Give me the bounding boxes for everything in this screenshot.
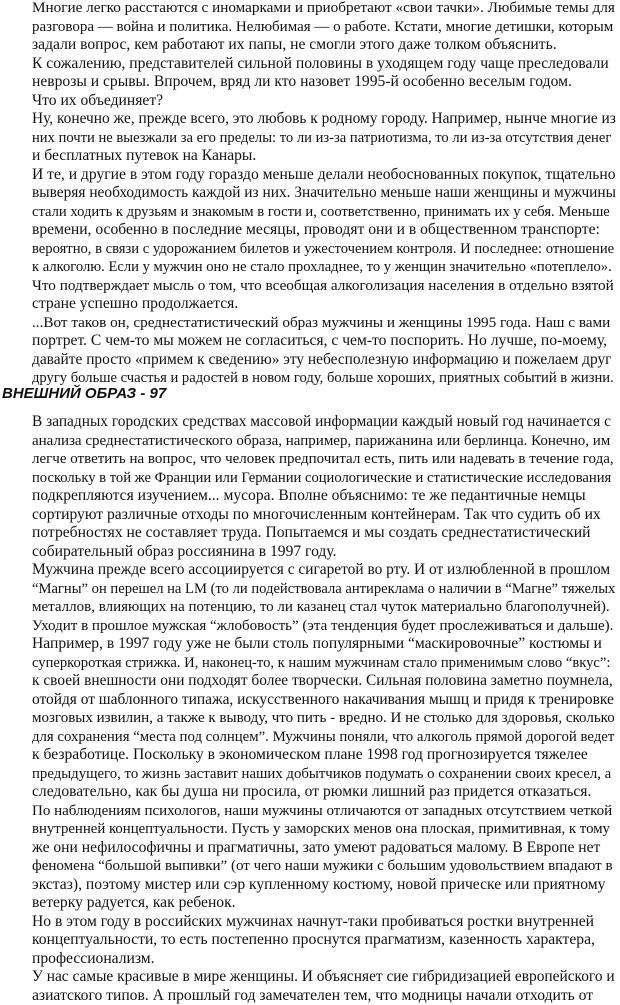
text-line: внутренней концептуальности. Пусть у заморских менов она плоская, примитивная, к тому	[32, 820, 616, 839]
text-line: суперкороткая стрижка. И, наконец-то, к нашим мужчинам стало применимым слово “вкус”:	[32, 654, 616, 673]
text-line: У нас самые красивые в мире женщины. И объясняет сие гибридизацией европейского и	[32, 968, 616, 987]
text-line: выверяя необходимость каждой из них. Значительно меньше наши женщины и мужчины	[32, 184, 616, 203]
text-line: азиатского типов. А прошлый год замечателен тем, что модницы начали отходить от	[32, 987, 616, 1005]
text-line: следовательно, как бы душа ни просила, от рюмки лишний раз придется отказаться.	[32, 783, 616, 802]
text-line: “Магны” он перешел на LM (то ли подействовала антиреклама о наличии в “Магне” тяжелых	[32, 580, 616, 599]
text-line: собирательный образ россиянина в 1997 году.	[32, 543, 616, 562]
text-line: экстаз), поэтому мистер или сэр купленному костюму, новой прическе или приятному	[32, 876, 616, 895]
text-line: отойдя от шаблонного типажа, искусственного накачивания мышц и придя к тренировке	[32, 691, 616, 710]
text-line: стране успешно продолжается.	[32, 295, 616, 314]
text-line: предыдущего, то жизнь заставит наших добытчиков подумать о сохранении своих кресел, а	[32, 765, 616, 784]
text-line: и бесплатных путевок на Канары.	[32, 147, 616, 166]
text-line: ...Вот таков он, среднестатистический образ мужчины и женщины 1995 года. Наш с вами	[32, 314, 616, 333]
text-block-1995	[32, 0, 616, 388]
text-line: разговора — война и политика. Нелюбимая — о работе. Кстати, многие детишки, которым	[32, 18, 616, 37]
text-line: для сохранения “места под солнцем”. Мужчины поняли, что алкоголь прямой дорогой ведет	[32, 728, 616, 747]
text-line: И те, и другие в этом году гораздо меньше делали необоснованных покупок, тщательно	[32, 166, 616, 185]
text-line: стали ходить к друзьям и знакомым в гости и, соответственно, принимать их у себя. Меньше	[32, 203, 616, 222]
text-line: неврозы и срывы. Впрочем, вряд ли кто назовет 1995-й особенно веселым годом.	[32, 73, 616, 92]
text-line: металлов, влияющих на потенцию, то ли казанец стал чуток материально благополучней).	[32, 598, 616, 617]
text-line: времени, особенно в последние месяцы, проводят они и в общественном транспорте:	[32, 221, 616, 240]
text-line: поскольку в той же Франции или Германии социологические и статистические исследования	[32, 469, 616, 488]
text-line: потребностях не составляет труда. Попытаемся и мы создать среднестатистический	[32, 524, 616, 543]
text-line: феномена “большой выпивки” (от чего наши мужики с большим удовольствием впадают в	[32, 857, 616, 876]
text-line: По наблюдениям психологов, наши мужчины отличаются от западных отсутствием четкой	[32, 802, 616, 821]
text-line: анализа среднестатистического образа, например, парижанина или берлинца. Конечно, им	[32, 432, 616, 451]
text-line: давайте просто «примем к сведению» эту небесполезную информацию и пожелаем друг	[32, 351, 616, 370]
text-line: мозговых извилин, а также к выводу, что пить - вредно. И не столько для здоровья, сколько	[32, 709, 616, 728]
text-line: Уходит в прошлое мужская “жлобовость” (эта тенденция будет прослеживаться и дальше).	[32, 617, 616, 636]
text-line: портрет. С чем-то мы можем не согласиться, с чем-то поспорить. Но лучше, по-моему,	[32, 332, 616, 351]
text-line: задали вопрос, кем работают их папы, не смогли этого даже толком объяснить.	[32, 36, 616, 55]
text-line: к безработице. Поскольку в экономическом плане 1998 год прогнозируется тяжелее	[32, 746, 616, 765]
text-line: концептуальности, то есть постепенно проснутся прагматизм, казенность характера,	[32, 931, 616, 950]
text-line: Что подтверждает мысль о том, что всеобщая алкоголизация населения в отдельно взятой	[32, 277, 616, 296]
section-heading: ВНЕШНИЙ ОБРАЗ - 97	[2, 385, 166, 403]
text-line: Но в этом году в российских мужчинах начнут-таки пробиваться ростки внутренней	[32, 913, 616, 932]
text-line: подкрепляются изучением... мусора. Вполне объяснимо: те же педантичные немцы	[32, 487, 616, 506]
text-line: Например, в 1997 году уже не были столь популярными “маскировочные” костюмы и	[32, 635, 616, 654]
text-line: к алкоголю. Если у мужчин оно не стало прохладнее, то у женщин значительно «потеплело».	[32, 258, 616, 277]
text-line: В западных городских средствах массовой информации каждый новый год начинается с	[32, 413, 616, 432]
text-line: вероятно, в связи с удорожанием билетов и ужесточением контроля. И последнее: отношение	[32, 240, 616, 259]
text-line: же они нефилософичны и прагматичны, зато умеют радоваться малому. В Европе нет	[32, 839, 616, 858]
text-line: ветерку радуется, как ребенок.	[32, 894, 616, 913]
text-line: них почти не выезжали за его пределы: то ли из-за патриотизма, то ли из-за отсутствия денег	[32, 129, 616, 148]
text-line: легче ответить на вопрос, что человек предпочитал есть, пить или надевать в течение года,	[32, 450, 616, 469]
text-line: другу больше счастья и радостей в новом году, больше хороших, приятных событий в жизни.	[32, 369, 616, 388]
text-line: Ну, конечно же, прежде всего, это любовь к родному городу. Например, нынче многие из	[32, 110, 616, 129]
text-line: сортируют различные отходы по многочисленным контейнерам. Так что судить об их	[32, 506, 616, 525]
text-line: к своей внешности они подходят более творчески. Сильная половина заметно поумнела,	[32, 672, 616, 691]
text-block-1997	[32, 413, 616, 1005]
text-line: Мужчина прежде всего ассоциируется с сигаретой во рту. И от излюбленной в прошлом	[32, 561, 616, 580]
text-line: профессионализм.	[32, 950, 616, 969]
text-line: Что их объединяет?	[32, 92, 616, 111]
text-line: Многие легко расстаются с иномарками и приобретают «свои тачки». Любимые темы для	[32, 0, 616, 18]
text-line: К сожалению, представителей сильной половины в уходящем году чаще преследовали	[32, 55, 616, 74]
